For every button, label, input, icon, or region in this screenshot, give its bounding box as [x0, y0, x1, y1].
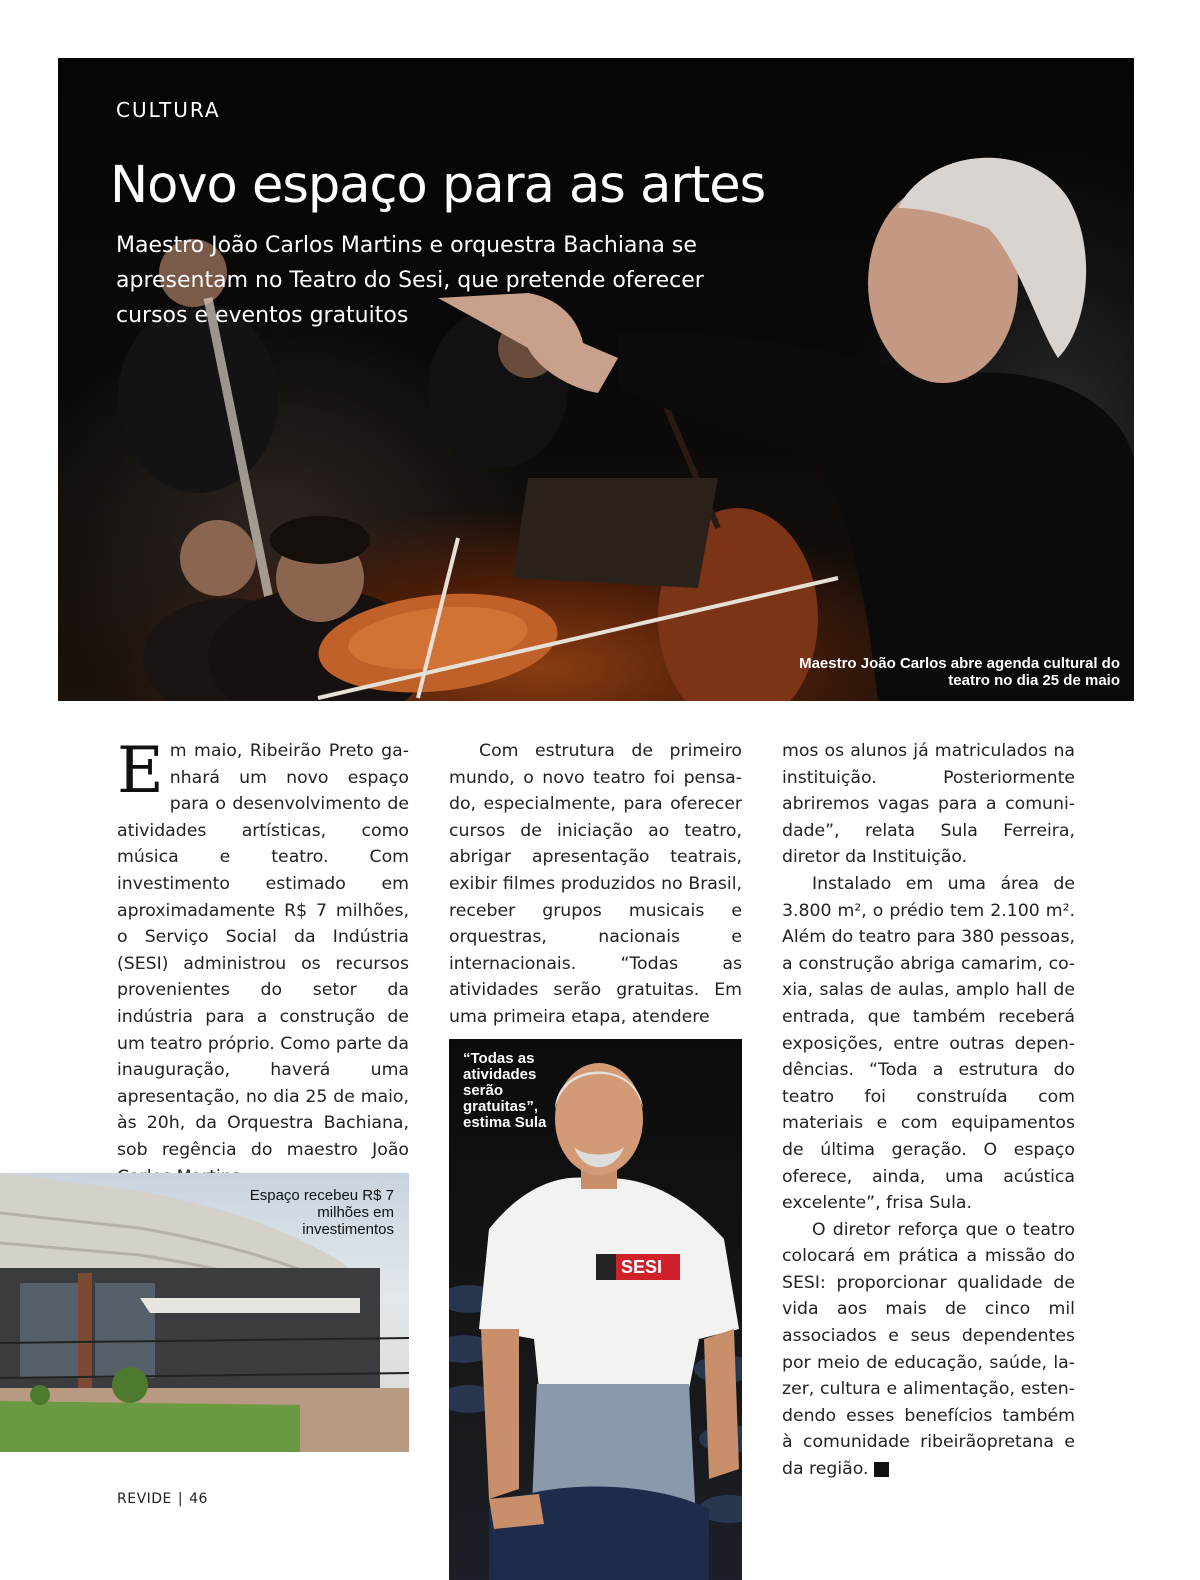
building-photo-caption: Espaço recebeu R$ 7 milhões em investimentos — [249, 1187, 394, 1238]
orchestra-illustration — [58, 58, 1134, 701]
page-number: 46 — [189, 1491, 208, 1507]
paragraph-text: m maio, Ribeirão Preto ganhará um novo espaço para o desenvolvimento de atividades artísticas, como música e teatro. Com investimento estimado em aproximadamente R$ 7 milhões, o Serviço Social da Indústria (SESI) administrou os recursos provenientes do setor da indústria para a construção de um teatro próprio. Como parte da inauguração, haverá uma apresentação, no dia 25 de maio, às 20h, da Orquestra Bachiana, sob regência do maestro João — [117, 741, 409, 1160]
hero-photo — [58, 58, 1134, 701]
article-paragraph: Instalado em uma área de 3.800 m², o prédio tem 2.100 m². Além do teatro para 380 pessoas, a construção abriga camarim, coxia, salas de aulas, amplo hall de entrada, que também receberá exposições, entre outras dependências. “Toda a estrutura do teatro foi construída com materiais e com equipamentos de última geração. O espaço oferece, ainda, uma acústica excelente”, frisa Sula. — [782, 873, 1075, 1214]
article-column-3 — [782, 738, 1075, 1483]
sesi-shirt-logo: SESI — [621, 1257, 663, 1277]
article-paragraph — [782, 1217, 1075, 1483]
article-subtitle: Maestro João Carlos Martins e orquestra Bachiana se apresentam no Teatro do Sesi, que pretende oferecer cursos e eventos gratuitos — [116, 233, 704, 328]
article-paragraph: Com estrutura de primeiro mundo, o novo teatro foi pensado, especialmente, para oferecer cursos de iniciação ao teatro, abrigar apresentação teatrais, exibir filmes produzidos no Brasil, receber grupos musicais e orquestras, nacionais e internacionais. “Todas as atividades serão gratuitas. Em uma primeira etapa, atendere — [449, 741, 742, 1027]
article-paragraph — [117, 734, 409, 1190]
paragraph-text: O diretor reforça que o teatro colocará em prática a missão do SESI: proporcionar qualidade de vida aos mais de cinco mil associados e seus dependentes por meio de educação, saúde, lazer, cultura e alimentação, estendendo esses benefícios também à comunidade ribeirãopretana e da região. — [782, 1219, 1075, 1480]
article-paragraph: mos os alunos já matriculados na instituição. Posteriormente abriremos vagas para a comunidade”, relata Sula Ferreira, diretor da Instituição. — [782, 741, 1075, 868]
page-footer — [117, 1491, 208, 1507]
article-column-2 — [449, 738, 742, 1031]
drop-cap: E — [117, 734, 164, 808]
magazine-name: REVIDE — [117, 1491, 172, 1507]
article-headline: Novo espaço para as artes — [110, 156, 766, 215]
footer-separator: | — [177, 1491, 184, 1507]
end-of-article-icon: r — [874, 1462, 889, 1477]
article-column-1 — [117, 734, 409, 1190]
building-photo — [0, 1173, 409, 1452]
portrait-photo — [449, 1039, 742, 1580]
section-label: CULTURA — [116, 98, 221, 122]
portrait-photo-caption: “Todas as atividades serão gratuitas”, estima Sula — [463, 1050, 547, 1131]
hero-photo-caption: Maestro João Carlos abre agenda cultural do teatro no dia 25 de maio — [799, 655, 1120, 689]
